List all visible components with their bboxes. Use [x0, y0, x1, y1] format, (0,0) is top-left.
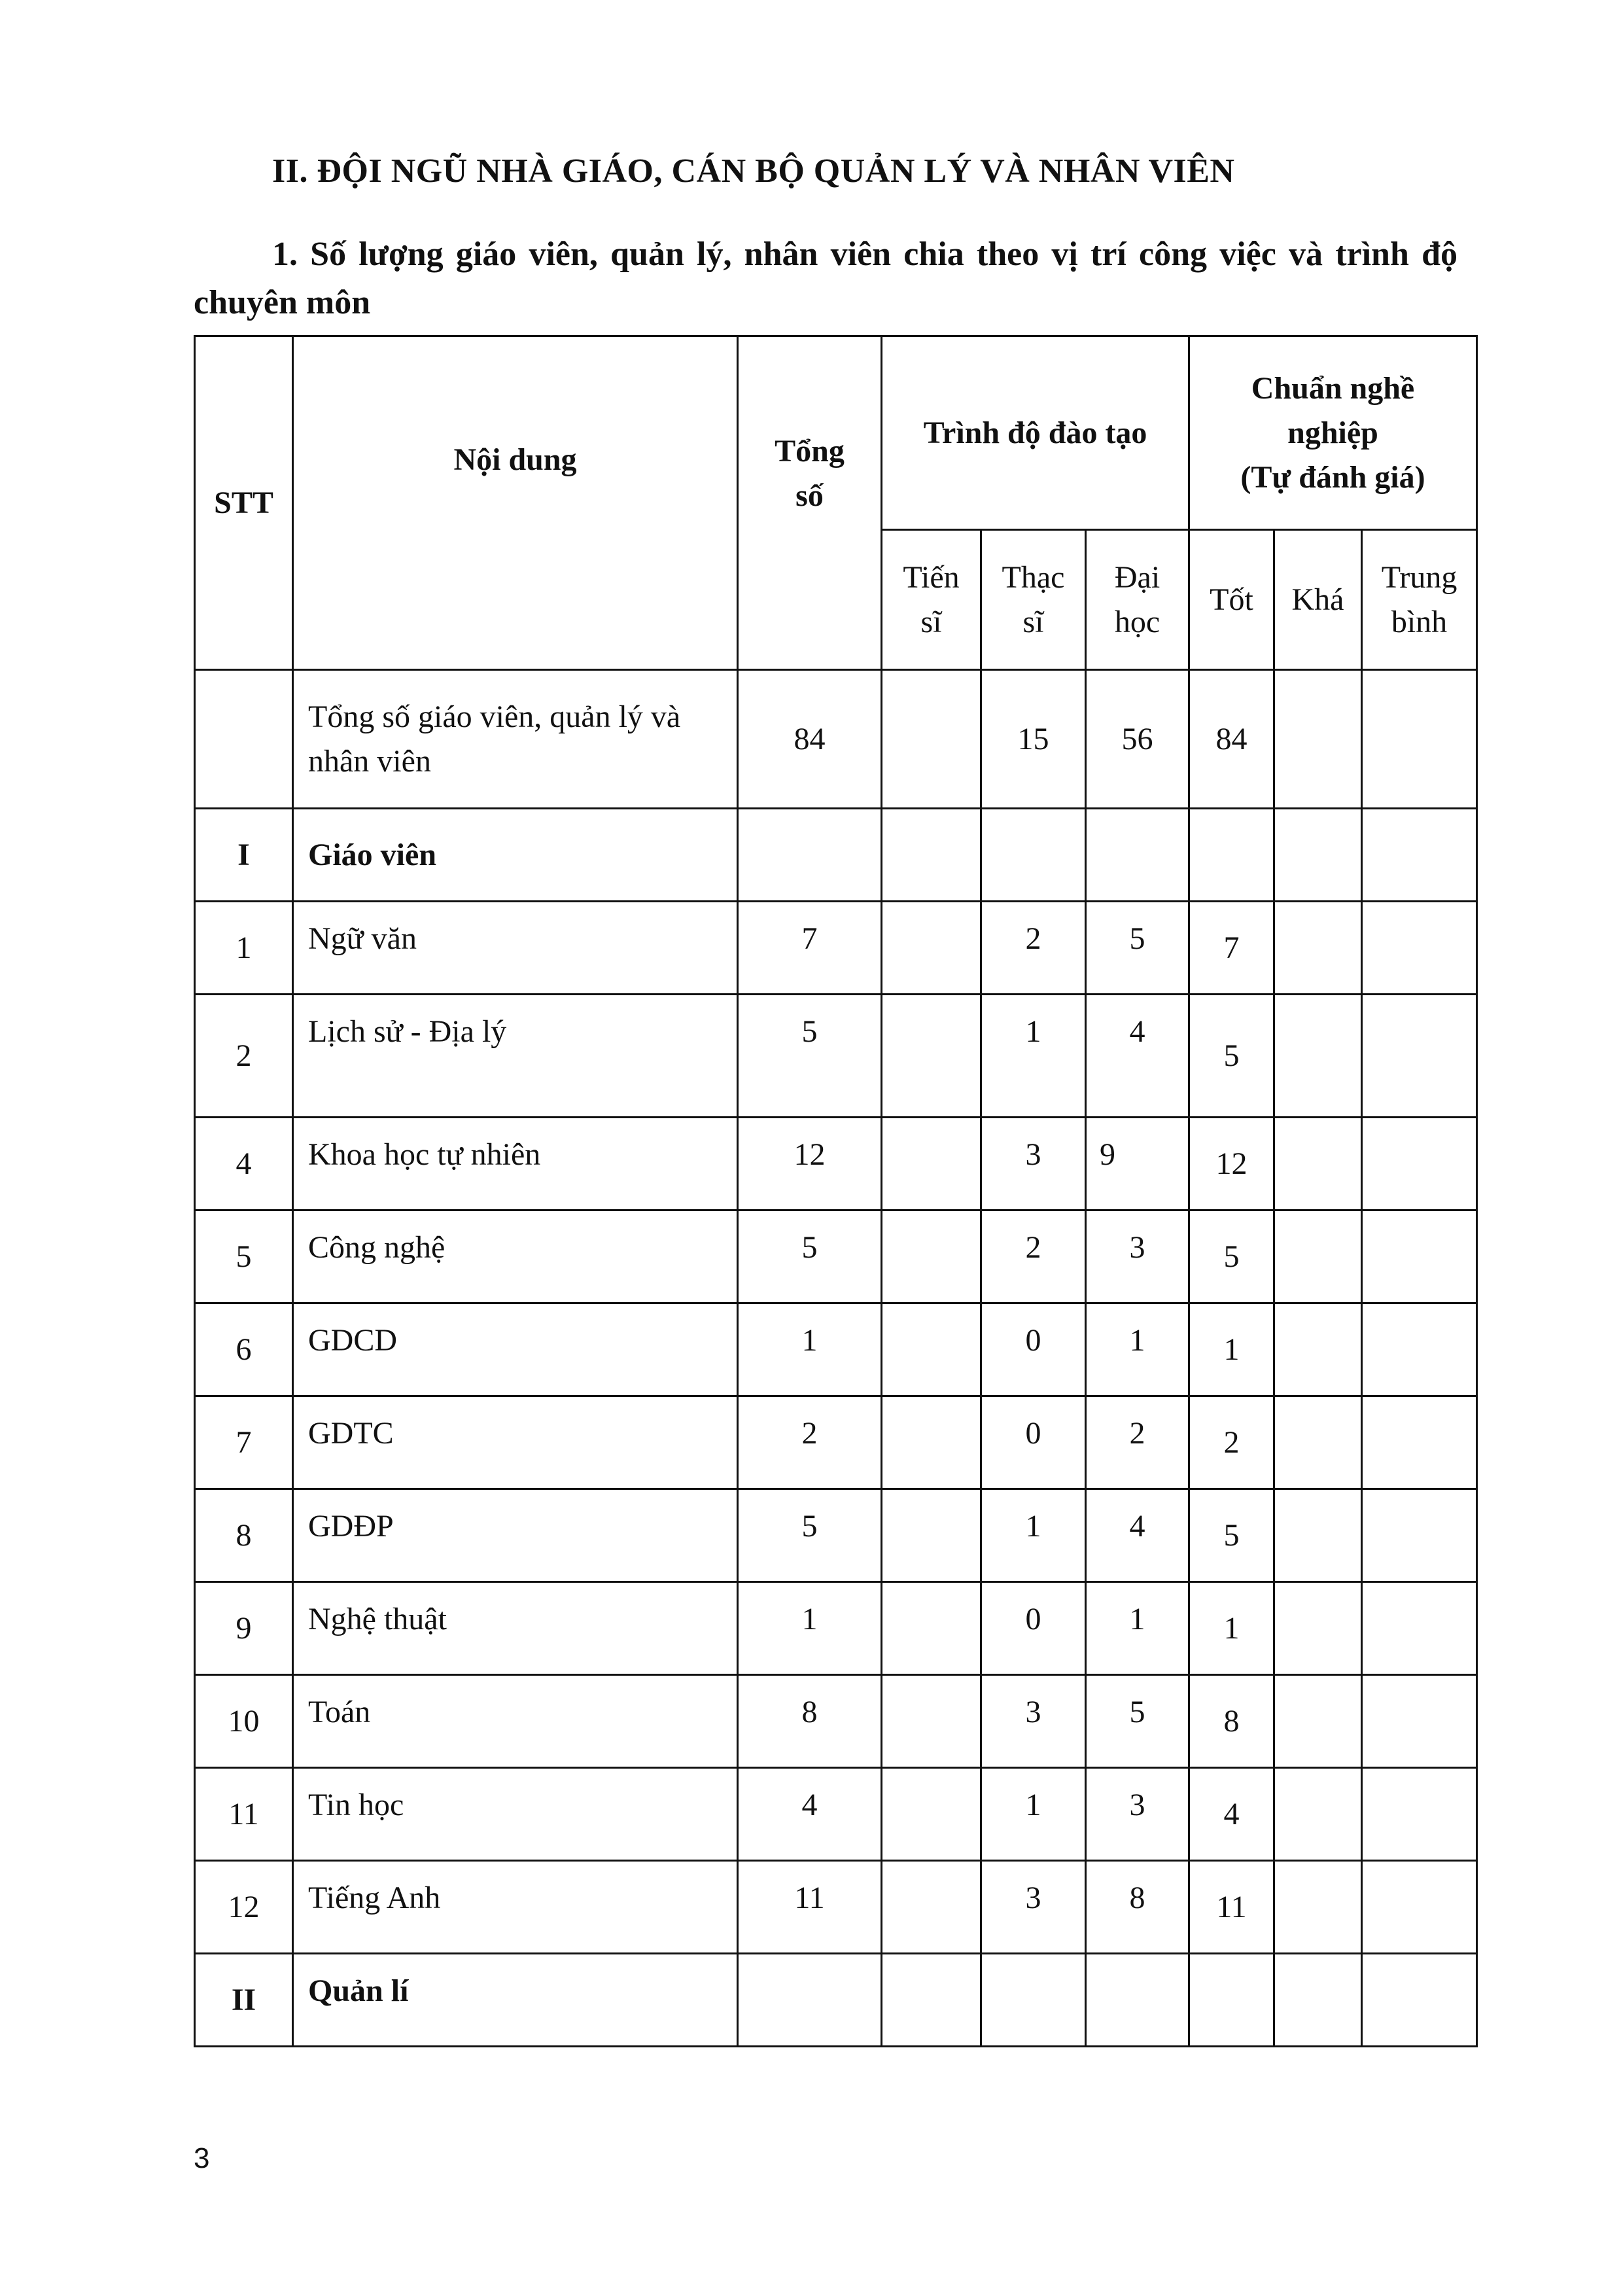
cell-kha	[1274, 1303, 1362, 1396]
header-trung-binh: Trung bình	[1362, 530, 1477, 670]
cell-tot: 11	[1189, 1861, 1274, 1954]
cell-tot: 5	[1189, 1210, 1274, 1303]
cell-kha	[1274, 1861, 1362, 1954]
cell-label: GDCD	[293, 1303, 738, 1396]
cell-stt: 9	[195, 1582, 293, 1675]
cell-tb	[1362, 1118, 1477, 1210]
cell-label: Khoa học tự nhiên	[293, 1118, 738, 1210]
cell-tot: 5	[1189, 995, 1274, 1118]
cell-tb	[1362, 1396, 1477, 1489]
table-row	[195, 1303, 1477, 1396]
cell-tot: 2	[1189, 1396, 1274, 1489]
cell-tien-si	[882, 1396, 981, 1489]
table-row	[195, 1489, 1477, 1582]
header-chuan	[1189, 336, 1477, 530]
header-tong-so	[738, 336, 882, 670]
summary-tot: 84	[1189, 670, 1274, 809]
cell-thac-si: 3	[981, 1118, 1086, 1210]
cell-stt: 7	[195, 1396, 293, 1489]
empty-cell	[1274, 1954, 1362, 2047]
cell-kha	[1274, 902, 1362, 995]
cell-stt: 4	[195, 1118, 293, 1210]
cell-dai-hoc: 8	[1086, 1861, 1189, 1954]
cell-kha	[1274, 995, 1362, 1118]
section1-label: Giáo viên	[293, 809, 738, 902]
cell-dai-hoc: 1	[1086, 1582, 1189, 1675]
cell-thac-si: 1	[981, 1768, 1086, 1861]
table-row	[195, 995, 1477, 1118]
empty-cell	[1189, 809, 1274, 902]
header-tong-so-text: Tổng số	[775, 433, 845, 513]
empty-cell	[882, 1954, 981, 2047]
cell-dai-hoc: 1	[1086, 1303, 1189, 1396]
empty-cell	[981, 1954, 1086, 2047]
cell-label: GDTC	[293, 1396, 738, 1489]
cell-tot: 7	[1189, 902, 1274, 995]
cell-tong: 7	[738, 902, 882, 995]
cell-kha	[1274, 1118, 1362, 1210]
header-tien-si: Tiến sĩ	[882, 530, 981, 670]
cell-tong: 5	[738, 1210, 882, 1303]
cell-kha	[1274, 1489, 1362, 1582]
table-row	[195, 1210, 1477, 1303]
cell-label: Tin học	[293, 1768, 738, 1861]
empty-cell	[1086, 1954, 1189, 2047]
cell-thac-si: 2	[981, 1210, 1086, 1303]
cell-tb	[1362, 1489, 1477, 1582]
empty-cell	[738, 1954, 882, 2047]
cell-label: Công nghệ	[293, 1210, 738, 1303]
table-row	[195, 902, 1477, 995]
cell-tot: 8	[1189, 1675, 1274, 1768]
empty-cell	[981, 809, 1086, 902]
table-row	[195, 1675, 1477, 1768]
cell-thac-si: 0	[981, 1582, 1086, 1675]
cell-stt: 5	[195, 1210, 293, 1303]
cell-tong: 2	[738, 1396, 882, 1489]
cell-dai-hoc: 9	[1086, 1118, 1189, 1210]
cell-dai-hoc: 5	[1086, 902, 1189, 995]
cell-thac-si: 1	[981, 995, 1086, 1118]
table-row	[195, 1582, 1477, 1675]
cell-dai-hoc: 4	[1086, 995, 1189, 1118]
cell-thac-si: 3	[981, 1861, 1086, 1954]
header-tot: Tốt	[1189, 530, 1274, 670]
cell-stt: 12	[195, 1861, 293, 1954]
header-noi-dung-text: Nội dung	[453, 442, 577, 477]
section1-stt: I	[195, 809, 293, 902]
table-row	[195, 1118, 1477, 1210]
cell-tb	[1362, 1582, 1477, 1675]
cell-tien-si	[882, 1303, 981, 1396]
cell-tong: 11	[738, 1861, 882, 1954]
cell-tong: 1	[738, 1303, 882, 1396]
cell-dai-hoc: 5	[1086, 1675, 1189, 1768]
section-row-quan-li	[195, 1954, 1477, 2047]
table-row	[195, 1396, 1477, 1489]
summary-stt	[195, 670, 293, 809]
cell-tong: 1	[738, 1582, 882, 1675]
cell-tien-si	[882, 1768, 981, 1861]
cell-tien-si	[882, 995, 981, 1118]
empty-cell	[1189, 1954, 1274, 2047]
cell-tong: 12	[738, 1118, 882, 1210]
summary-tb	[1362, 670, 1477, 809]
cell-tong: 5	[738, 1489, 882, 1582]
summary-tien-si	[882, 670, 981, 809]
cell-tien-si	[882, 902, 981, 995]
header-stt: STT	[195, 336, 293, 670]
cell-dai-hoc: 4	[1086, 1489, 1189, 1582]
cell-tb	[1362, 1675, 1477, 1768]
cell-stt: 2	[195, 995, 293, 1118]
cell-tien-si	[882, 1210, 981, 1303]
empty-cell	[1362, 1954, 1477, 2047]
cell-thac-si: 0	[981, 1303, 1086, 1396]
cell-tot: 5	[1189, 1489, 1274, 1582]
cell-tong: 5	[738, 995, 882, 1118]
header-noi-dung	[293, 336, 738, 670]
cell-tot: 12	[1189, 1118, 1274, 1210]
empty-cell	[882, 809, 981, 902]
cell-thac-si: 1	[981, 1489, 1086, 1582]
cell-tien-si	[882, 1861, 981, 1954]
cell-tien-si	[882, 1489, 981, 1582]
cell-stt: 1	[195, 902, 293, 995]
header-trinh-do: Trình độ đào tạo	[882, 336, 1189, 530]
cell-tot: 1	[1189, 1582, 1274, 1675]
section2-label: Quản lí	[293, 1954, 738, 2047]
header-chuan-line1: Chuẩn nghề nghiệp	[1251, 370, 1415, 450]
empty-cell	[1362, 809, 1477, 902]
staff-table	[194, 335, 1478, 2047]
cell-tot: 4	[1189, 1768, 1274, 1861]
summary-label: Tổng số giáo viên, quản lý và nhân viên	[293, 670, 738, 809]
cell-stt: 11	[195, 1768, 293, 1861]
cell-label: Lịch sử - Địa lý	[293, 995, 738, 1118]
cell-tb	[1362, 995, 1477, 1118]
cell-stt: 10	[195, 1675, 293, 1768]
cell-label: Tiếng Anh	[293, 1861, 738, 1954]
cell-thac-si: 3	[981, 1675, 1086, 1768]
cell-tien-si	[882, 1582, 981, 1675]
cell-stt: 8	[195, 1489, 293, 1582]
cell-tb	[1362, 902, 1477, 995]
section2-stt: II	[195, 1954, 293, 2047]
cell-tien-si	[882, 1118, 981, 1210]
summary-tong: 84	[738, 670, 882, 809]
cell-kha	[1274, 1396, 1362, 1489]
cell-label: GDĐP	[293, 1489, 738, 1582]
subsection-heading: 1. Số lượng giáo viên, quản lý, nhân viên chia theo vị trí công việc và trình độ chuyên môn	[194, 236, 1457, 321]
cell-dai-hoc: 3	[1086, 1768, 1189, 1861]
summary-row	[195, 670, 1477, 809]
cell-label: Toán	[293, 1675, 738, 1768]
cell-tong: 8	[738, 1675, 882, 1768]
table-row	[195, 1768, 1477, 1861]
summary-kha	[1274, 670, 1362, 809]
header-kha: Khá	[1274, 530, 1362, 670]
section-row-giao-vien	[195, 809, 1477, 902]
cell-tong: 4	[738, 1768, 882, 1861]
summary-thac-si: 15	[981, 670, 1086, 809]
header-chuan-line2: (Tự đánh giá)	[1240, 459, 1425, 495]
cell-stt: 6	[195, 1303, 293, 1396]
cell-kha	[1274, 1210, 1362, 1303]
cell-tb	[1362, 1768, 1477, 1861]
cell-dai-hoc: 2	[1086, 1396, 1189, 1489]
empty-cell	[738, 809, 882, 902]
cell-label: Ngữ văn	[293, 902, 738, 995]
cell-tb	[1362, 1861, 1477, 1954]
header-thac-si: Thạc sĩ	[981, 530, 1086, 670]
header-dai-hoc: Đại học	[1086, 530, 1189, 670]
cell-tb	[1362, 1303, 1477, 1396]
cell-kha	[1274, 1768, 1362, 1861]
cell-tb	[1362, 1210, 1477, 1303]
summary-dai-hoc: 56	[1086, 670, 1189, 809]
cell-kha	[1274, 1582, 1362, 1675]
empty-cell	[1274, 809, 1362, 902]
table-row	[195, 1861, 1477, 1954]
cell-kha	[1274, 1675, 1362, 1768]
section-heading: II. ĐỘI NGŨ NHÀ GIÁO, CÁN BỘ QUẢN LÝ VÀ NHÂN VIÊN	[272, 152, 1235, 190]
cell-dai-hoc: 3	[1086, 1210, 1189, 1303]
cell-thac-si: 2	[981, 902, 1086, 995]
page-number: 3	[194, 2142, 210, 2174]
cell-thac-si: 0	[981, 1396, 1086, 1489]
cell-tot: 1	[1189, 1303, 1274, 1396]
cell-label: Nghệ thuật	[293, 1582, 738, 1675]
empty-cell	[1086, 809, 1189, 902]
cell-tien-si	[882, 1675, 981, 1768]
